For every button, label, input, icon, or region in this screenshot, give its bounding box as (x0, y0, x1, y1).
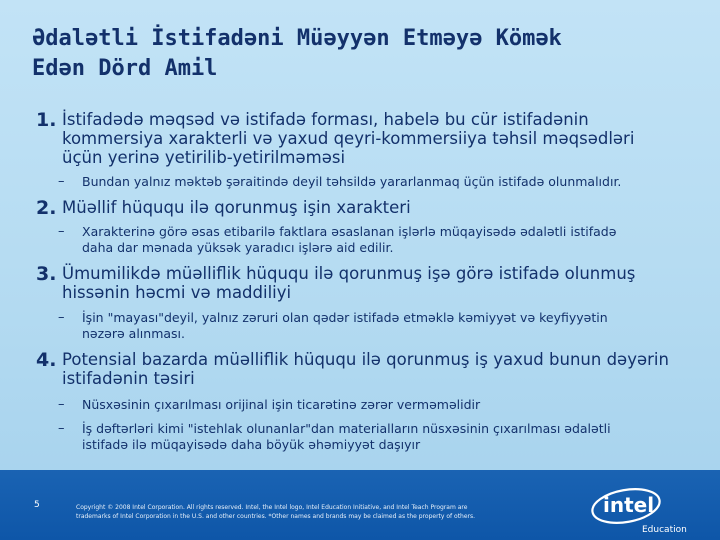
page-number: 5 (34, 500, 40, 510)
sub-text-line: istifadə ilə müqayisədə daha böyük əhəmiyyət daşıyır (82, 437, 421, 452)
sub-item-text (82, 174, 621, 190)
dash-bullet: – (58, 224, 65, 239)
sub-text-line: Xarakterinə görə əsas etibarilə faktlara əsaslanan işlərlə müqayisədə ədalətli istifadə (82, 224, 617, 239)
item-text (62, 264, 635, 302)
dash-bullet: – (58, 397, 65, 412)
item-text (62, 198, 411, 217)
title-line: Edən Dörd Amil (32, 56, 218, 81)
copyright-line: trademarks of Intel Corporation in the U.S. and other countries. *Other names and brands may be claimed as the property of others. (76, 513, 476, 520)
item-number: 2. (36, 197, 57, 219)
item-number: 4. (36, 349, 57, 371)
item-text (62, 110, 634, 167)
sub-item-text (82, 421, 611, 453)
title-line: Ədalətli İstifadəni Müəyyən Etməyə Kömək (32, 26, 562, 51)
item-text-line: Ümumilikdə müəlliflik hüququ ilə qorunmuş işə görə istifadə olunmuş (62, 264, 636, 283)
sub-text-line: daha dar mənada yüksək yaradıcı işlərə aid edilir. (82, 240, 394, 255)
intel-education-logo (588, 482, 698, 536)
dash-bullet: – (58, 421, 65, 436)
item-text-line: Müəllif hüququ ilə qorunmuş işin xarakteri (62, 198, 411, 217)
sub-item-text (82, 397, 480, 413)
sub-item-text (82, 224, 616, 256)
logo-subtitle: Education (642, 525, 687, 535)
dash-bullet: – (58, 174, 65, 189)
copyright-notice (76, 503, 475, 521)
item-text-line: kommersiya xarakterli və yaxud qeyri-kommersiiya təhsil məqsədləri (62, 129, 635, 148)
footer-bar (0, 470, 720, 540)
item-text-line: hissənin həcmi və maddiliyi (62, 283, 292, 302)
item-text-line: istifadənin təsiri (62, 369, 195, 388)
item-text-line: İstifadədə məqsəd və istifadə forması, habelə bu cür istifadənin (62, 110, 589, 129)
item-number: 1. (36, 109, 57, 131)
item-text-line: Potensial bazarda müəlliflik hüququ ilə qorunmuş iş yaxud bunun dəyərin (62, 350, 669, 369)
sub-text-line: Bundan yalnız məktəb şəraitində deyil təhsildə yararlanmaq üçün istifadə olunmalıdır. (82, 174, 622, 189)
sub-text-line: İşin "mayası"deyil, yalnız zəruri olan qədər istifadə etməklə kəmiyyət və keyfiyyətin (82, 310, 608, 325)
dash-bullet: – (58, 310, 65, 325)
sub-item-text (82, 310, 608, 342)
item-text-line: üçün yerinə yetirilib-yetirilməməsi (62, 148, 346, 167)
copyright-line: Copyright © 2008 Intel Corporation. All rights reserved. Intel, the Intel logo, Intel Education Initiative, and Intel Teach Program are (76, 504, 468, 511)
sub-text-line: Nüsxəsinin çıxarılması orijinal işin ticarətinə zərər verməməlidir (82, 397, 481, 412)
logo-wordmark: intel (603, 493, 655, 517)
sub-text-line: İş dəftərləri kimi "istehlak olunanlar"dan materialların nüsxəsinin çıxarılması ədalətli (82, 421, 611, 436)
item-text (62, 350, 669, 388)
item-number: 3. (36, 263, 57, 285)
sub-text-line: nəzərə alınması. (82, 326, 185, 341)
